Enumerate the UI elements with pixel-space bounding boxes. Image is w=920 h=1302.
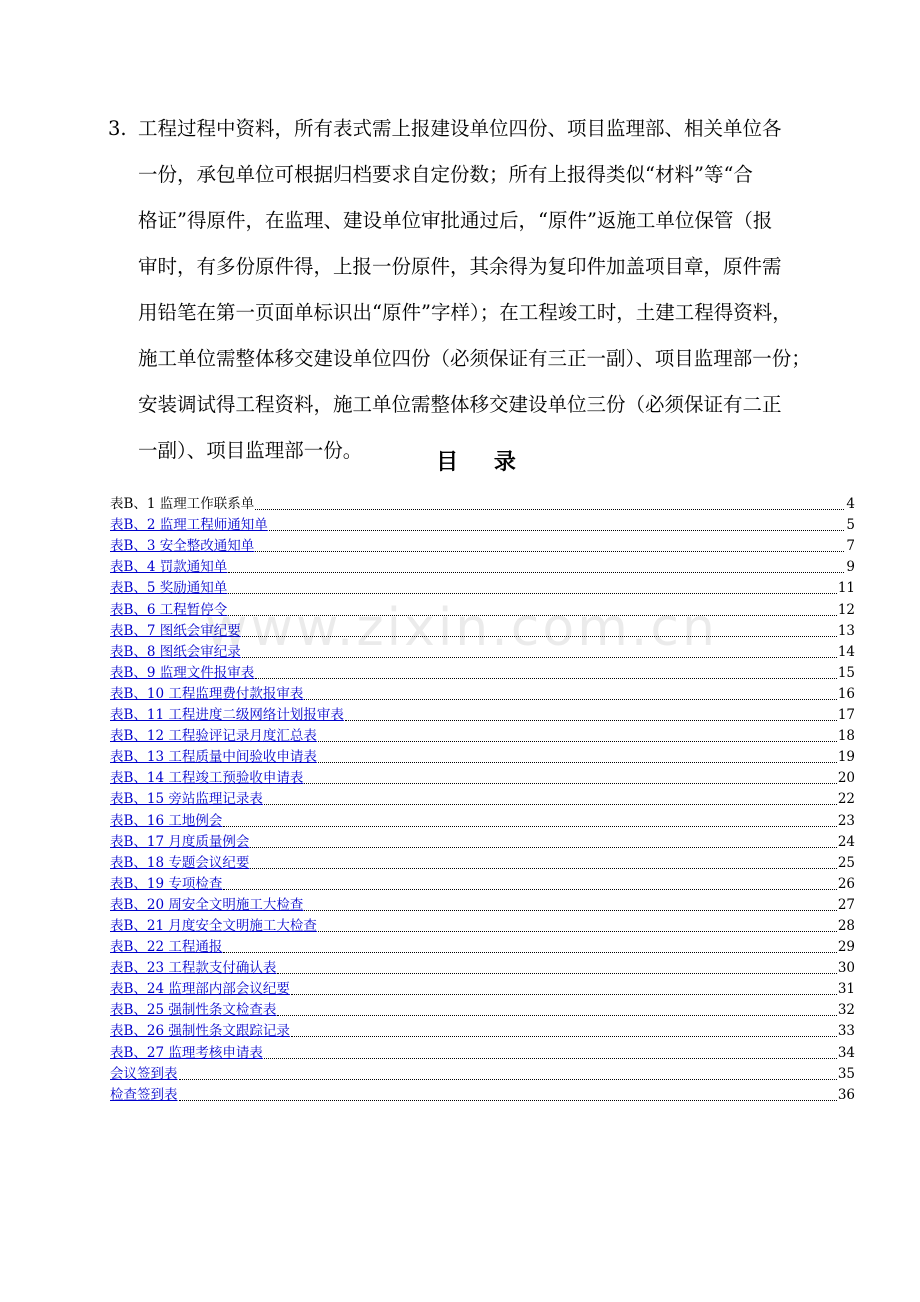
paragraph-line: 一副）、项目监理部一份。	[138, 439, 363, 462]
toc-entry-label[interactable]: 表B、5 奖励通知单	[110, 580, 228, 597]
toc-entry[interactable]	[110, 808, 855, 829]
toc-entry[interactable]	[110, 534, 855, 555]
paragraph-line: 安装调试得工程资料，施工单位需整体移交建设单位三份（必须保证有二正	[138, 393, 782, 416]
toc-dot-leader	[223, 951, 836, 953]
toc-entry-label[interactable]: 检查签到表	[110, 1086, 178, 1103]
toc-entry-page: 22	[837, 791, 855, 808]
toc-dot-leader	[264, 1057, 837, 1059]
toc-entry-label[interactable]: 表B、14 工程竣工预验收申请表	[110, 770, 304, 787]
toc-entry[interactable]	[110, 1019, 855, 1040]
toc-entry-label[interactable]: 表B、17 月度质量例会	[110, 833, 250, 850]
toc-entry[interactable]	[110, 682, 855, 703]
toc-dot-leader	[255, 508, 844, 510]
toc-entry-label[interactable]: 表B、10 工程监理费付款报审表	[110, 685, 304, 702]
toc-dot-leader	[291, 1035, 837, 1037]
toc-entry-label[interactable]: 表B、26 强制性条文跟踪记录	[110, 1023, 290, 1040]
toc-entry-page: 9	[846, 559, 855, 576]
paragraph-line: 一份，承包单位可根据归档要求自定份数；所有上报得类似“材料”等“合	[138, 163, 753, 186]
toc-entry-page: 31	[837, 981, 855, 998]
toc-entry[interactable]	[110, 619, 855, 640]
toc-entry-page: 26	[837, 875, 855, 892]
toc-entry-label[interactable]: 表B、12 工程验评记录月度汇总表	[110, 728, 317, 745]
toc-entry[interactable]	[110, 724, 855, 745]
toc-entry-page: 5	[846, 517, 855, 534]
toc-entry[interactable]	[110, 935, 855, 956]
toc-entry-page: 16	[837, 685, 855, 702]
toc-entry-page: 28	[837, 917, 855, 934]
paragraph-line: 审时，有多份原件得，上报一份原件，其余得为复印件加盖项目章，原件需	[138, 255, 782, 278]
toc-entry[interactable]	[110, 597, 855, 618]
toc-entry[interactable]	[110, 851, 855, 872]
toc-dot-leader	[291, 993, 837, 995]
toc-dot-leader	[264, 803, 837, 805]
toc-entry-label[interactable]: 表B、15 旁站监理记录表	[110, 791, 263, 808]
toc-entry[interactable]	[110, 956, 855, 977]
toc-entry-label: 表B、1 监理工作联系单	[110, 496, 255, 513]
toc-entry-page: 24	[837, 833, 855, 850]
toc-entry-page: 32	[837, 1002, 855, 1019]
toc-entry[interactable]	[110, 914, 855, 935]
toc-entry-label[interactable]: 表B、18 专题会议纪要	[110, 854, 250, 871]
toc-entry[interactable]	[110, 745, 855, 766]
toc-entry-page: 25	[837, 854, 855, 871]
toc-entry-page: 33	[837, 1023, 855, 1040]
toc-entry-page: 35	[837, 1065, 855, 1082]
toc-dot-leader	[255, 550, 844, 552]
toc-entry[interactable]	[110, 555, 855, 576]
toc-entry-page: 23	[837, 812, 855, 829]
toc-entry[interactable]	[110, 513, 855, 534]
toc-dot-leader	[179, 1099, 837, 1101]
toc-dot-leader	[228, 614, 837, 616]
toc-entry[interactable]	[110, 766, 855, 787]
toc-entry-page: 11	[837, 580, 855, 597]
toc-entry-label[interactable]: 表B、24 监理部内部会议纪要	[110, 981, 290, 998]
toc-entry-label[interactable]: 表B、4 罚款通知单	[110, 559, 228, 576]
toc-dot-leader	[304, 909, 836, 911]
toc-entry[interactable]	[110, 787, 855, 808]
toc-entry	[110, 492, 855, 513]
toc-dot-leader	[277, 972, 836, 974]
toc-entry[interactable]	[110, 661, 855, 682]
toc-dot-leader	[228, 592, 837, 594]
table-of-contents	[110, 492, 855, 1104]
toc-entry-page: 15	[837, 664, 855, 681]
toc-entry-label[interactable]: 表B、23 工程款支付确认表	[110, 960, 277, 977]
paragraph-line: 3. 工程过程中资料，所有表式需上报建设单位四份、项目监理部、相关单位各	[108, 106, 858, 152]
toc-dot-leader	[269, 529, 844, 531]
toc-entry-label[interactable]: 表B、6 工程暂停令	[110, 601, 228, 618]
toc-entry-label[interactable]: 表B、22 工程通报	[110, 939, 223, 956]
toc-entry[interactable]	[110, 1062, 855, 1083]
toc-entry-label[interactable]: 表B、16 工地例会	[110, 812, 223, 829]
toc-entry-page: 17	[837, 707, 855, 724]
toc-entry-label[interactable]: 表B、9 监理文件报审表	[110, 664, 255, 681]
toc-entry-page: 19	[837, 749, 855, 766]
toc-dot-leader	[345, 719, 837, 721]
toc-dot-leader	[223, 888, 836, 890]
toc-dot-leader	[250, 867, 836, 869]
toc-entry[interactable]	[110, 872, 855, 893]
toc-dot-leader	[228, 571, 844, 573]
paragraph-line: 施工单位需整体移交建设单位四份（必须保证有三正一副）、项目监理部一份；	[138, 347, 811, 370]
paragraph-line: 用铅笔在第一页面单标识出“原件”字样）；在工程竣工时，土建工程得资料，	[138, 301, 792, 324]
toc-entry-label[interactable]: 表B、3 安全整改通知单	[110, 538, 255, 555]
toc-entry[interactable]	[110, 1083, 855, 1104]
toc-entry-label[interactable]: 表B、19 专项检查	[110, 875, 223, 892]
toc-entry-label[interactable]: 表B、27 监理考核申请表	[110, 1044, 263, 1061]
toc-entry-label[interactable]: 表B、20 周安全文明施工大检查	[110, 896, 304, 913]
toc-dot-leader	[255, 677, 837, 679]
toc-dot-leader	[223, 825, 836, 827]
toc-entry-page: 4	[846, 496, 855, 513]
toc-entry-page: 12	[837, 601, 855, 618]
toc-dot-leader	[242, 656, 837, 658]
toc-entry[interactable]	[110, 1040, 855, 1061]
toc-entry-page: 20	[837, 770, 855, 787]
toc-entry-page: 29	[837, 939, 855, 956]
toc-dot-leader	[250, 846, 836, 848]
toc-entry[interactable]	[110, 576, 855, 597]
paragraph-line: 格证”得原件，在监理、建设单位审批通过后，“原件”返施工单位保管（报	[138, 209, 773, 232]
toc-dot-leader	[318, 930, 837, 932]
toc-entry-page: 36	[837, 1086, 855, 1103]
toc-entry-label[interactable]: 表B、25 强制性条文检查表	[110, 1002, 277, 1019]
toc-dot-leader	[304, 782, 836, 784]
toc-entry[interactable]	[110, 640, 855, 661]
toc-entry-page: 18	[837, 728, 855, 745]
toc-entry-label[interactable]: 表B、7 图纸会审纪要	[110, 622, 241, 639]
toc-entry-label[interactable]: 表B、11 工程进度二级网络计划报审表	[110, 707, 344, 724]
toc-entry-page: 34	[837, 1044, 855, 1061]
toc-entry[interactable]	[110, 977, 855, 998]
watermark: www.zixin.com.cn	[205, 598, 718, 658]
toc-entry[interactable]	[110, 998, 855, 1019]
toc-dot-leader	[304, 698, 836, 700]
toc-entry-label[interactable]: 表B、21 月度安全文明施工大检查	[110, 917, 317, 934]
toc-dot-leader	[242, 635, 837, 637]
toc-dot-leader	[318, 761, 837, 763]
numbered-paragraph	[108, 106, 858, 474]
toc-entry-label[interactable]: 表B、13 工程质量中间验收申请表	[110, 749, 317, 766]
toc-dot-leader	[179, 1078, 837, 1080]
paragraph-number: 3.	[108, 117, 127, 140]
toc-entry-label[interactable]: 表B、8 图纸会审纪录	[110, 643, 241, 660]
toc-title: 目 录	[436, 449, 530, 475]
toc-dot-leader	[318, 740, 837, 742]
toc-entry-label[interactable]: 会议签到表	[110, 1065, 178, 1082]
toc-dot-leader	[277, 1014, 836, 1016]
toc-entry-page: 27	[837, 896, 855, 913]
toc-entry-page: 14	[837, 643, 855, 660]
toc-entry[interactable]	[110, 893, 855, 914]
toc-entry[interactable]	[110, 830, 855, 851]
toc-entry-page: 7	[846, 538, 855, 555]
toc-entry-label[interactable]: 表B、2 监理工程师通知单	[110, 517, 268, 534]
toc-entry-page: 30	[837, 960, 855, 977]
toc-entry-page: 13	[837, 622, 855, 639]
toc-entry[interactable]	[110, 703, 855, 724]
